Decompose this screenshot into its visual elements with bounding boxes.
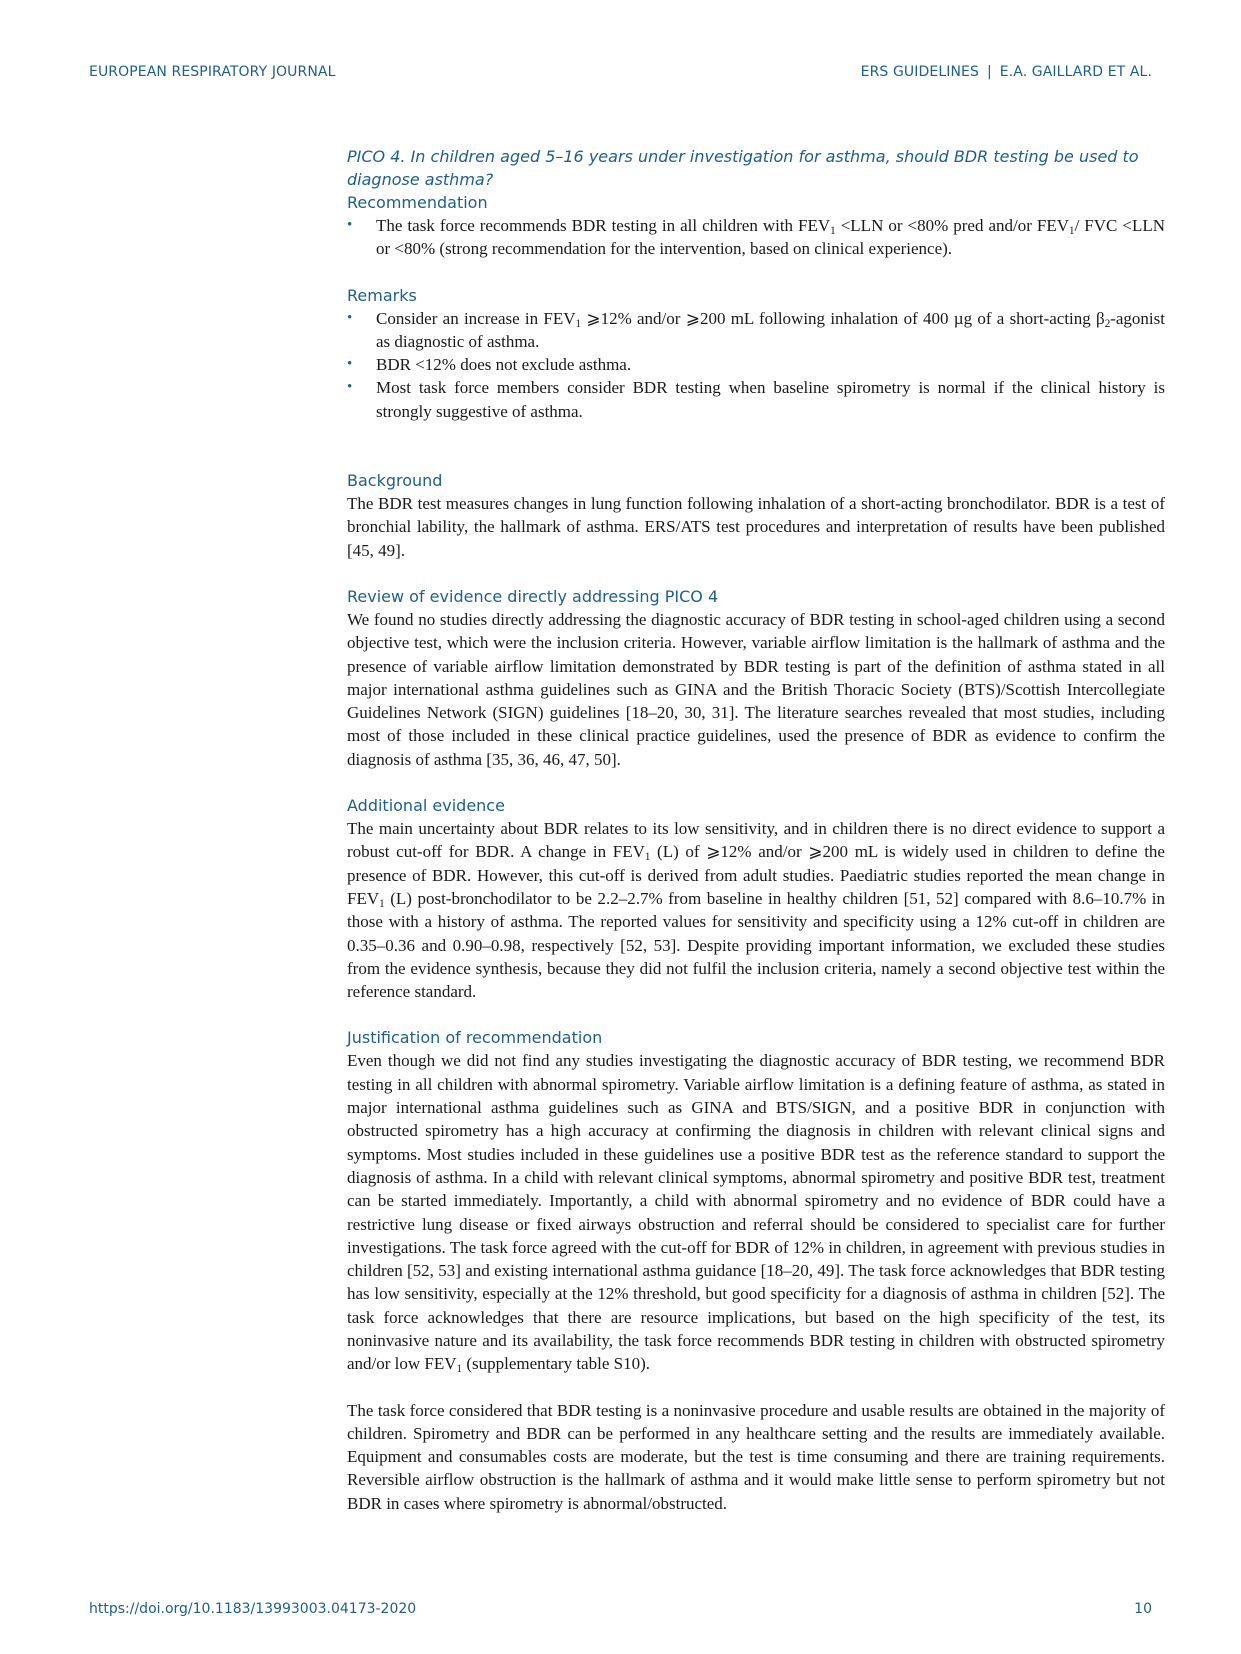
additional-evidence-text: The main uncertainty about BDR relates to its low sensitivity, and in children there is no direct evidence to support a robust cut-off for BDR. A change in $FEV_1$ (L) of ⩾12% and/or ⩾200 mL is widely used in children to define the presence of BDR. However, this cut-off is derived from adult studies. Paediatric studies reported the mean change in $FEV_1$ (L) post-bronchodilator to be 2.2–2.7% from baseline in healthy children [51, 52] compared with 8.6–10.7% in those with a history of asthma. The reported values for sensitivity and specificity using a 12% cut-off in children are 0.35–0.36 and 0.90–0.98, respectively [52, 53]. Despite providing important information, we excluded these studies from the evidence synthesis, because they did not fulfil the inclusion criteria, namely a second objective test within the reference standard. [347, 819, 1165, 1002]
additional-evidence-heading: Additional evidence [347, 796, 505, 816]
review-text: We found no studies directly addressing the diagnostic accuracy of BDR testing in school-aged children using a second objective test, which were the inclusion criteria. However, variable airflow limitation is the hallmark of asthma and the presence of variable airflow limitation demonstrated by BDR testing is part of the definition of asthma stated in all major international asthma guidelines such as GINA and the British Thoracic Society (BTS)/Scottish Intercollegiate Guidelines Network (SIGN) guidelines [18–20, 30, 31]. The literature searches revealed that most studies, including most of those included in these clinical practice guidelines, used the presence of BDR as evidence to confirm the diagnosis of asthma [35, 36, 46, 47, 50]. [347, 609, 1165, 769]
doi-link[interactable]: https://doi.org/10.1183/13993003.04173-2020 [89, 1601, 417, 1617]
bullet-icon: • [347, 217, 353, 233]
article-body [347, 145, 1165, 1515]
bullet-icon: • [347, 356, 353, 373]
authors-label: E.A. GAILLARD ET AL. [999, 64, 1152, 80]
justification-text-2: The task force considered that BDR testing is a noninvasive procedure and usable results are obtained in the majority of children. Spirometry and BDR can be performed in any healthcare setting and the results are immediately available. Equipment and consumables costs are moderate, but the test is time consuming and there are training requirements. Reversible airflow obstruction is the hallmark of asthma and it would make little sense to perform spirometry but not BDR in cases where spirometry is abnormal/obstructed. [347, 1400, 1165, 1513]
review-heading: Review of evidence directly addressing PICO 4 [347, 586, 719, 606]
bullet-icon: • [347, 309, 353, 326]
justification-heading: Justification of recommendation [347, 1028, 603, 1048]
journal-name: EUROPEAN RESPIRATORY JOURNAL [89, 64, 336, 80]
running-header [861, 64, 1152, 80]
recommendation-heading: Recommendation [347, 193, 488, 212]
page-number: 10 [1134, 1601, 1152, 1617]
background-heading: Background [347, 471, 443, 491]
justification-text: Even though we did not find any studies investigating the diagnostic accuracy of BDR testing, we recommend BDR testing in all children with abnormal spirometry. Variable airflow limitation is a defining feature of asthma, as stated in major international asthma guidelines such as GINA and BTS/SIGN, and a positive BDR in conjunction with obstructed spirometry has a high accuracy at confirming the diagnosis in children with relevant clinical signs and symptoms. Most studies included in these guidelines use a positive BDR test as the reference standard to support the diagnosis of asthma. In a child with relevant clinical symptoms, abnormal spirometry and positive BDR test, treatment can be started immediately. Importantly, a child with abnormal spirometry and no evidence of BDR could have a restrictive lung disease or fixed airways obstruction and referral should be considered to specialist care for further investigations. The task force agreed with the cut-off for BDR of 12% in children, in agreement with previous studies in children [52, 53] and existing international asthma guidance [18–20, 49]. The task force acknowledges that BDR testing has low sensitivity, especially at the 12% threshold, but good specificity for a diagnosis of asthma in children [52]. The task force acknowledges that there are resource implications, but based on the high specificity of the test, its noninvasive nature and its availability, the task force recommends BDR testing in children with obstructed spirometry and/or low $FEV_1$ (supplementary table S10). [347, 1051, 1165, 1376]
remark-item: • Consider an increase in $FEV_1$ ⩾12% and/or ⩾200 mL following inhalation of 400 µg of a short-acting $\beta_2$-agonist as diagnostic of asthma. [347, 308, 1165, 351]
pico-question: PICO 4. In children aged 5–16 years under investigation for asthma, should BDR testing be used to diagnose asthma? [347, 147, 1139, 189]
section-label: ERS GUIDELINES [860, 64, 979, 80]
remark-item: • Most task force members consider BDR testing when baseline spirometry is normal if the clinical history is strongly suggestive of asthma. [347, 378, 1165, 421]
bullet-icon: • [347, 379, 353, 396]
remark-item: • BDR <12% does not exclude asthma. [347, 353, 1165, 376]
recommendation-list [347, 214, 1165, 261]
background-text: The BDR test measures changes in lung function following inhalation of a short-acting bronchodilator. BDR is a test of bronchial lability, the hallmark of asthma. ERS/ATS test procedures and interpretation of results have been published [45, 49]. [347, 494, 1165, 560]
header-separator: | [986, 64, 992, 80]
remarks-list [347, 307, 1165, 423]
remarks-heading: Remarks [347, 285, 417, 305]
recommendation-item: • The task force recommends BDR testing in all children with $FEV_1 <LLN$ or <80% pred and/or $FEV_1/$ FVC <LLN or <80% (strong recommendation for the intervention, based on clinical experience). [347, 216, 1165, 259]
